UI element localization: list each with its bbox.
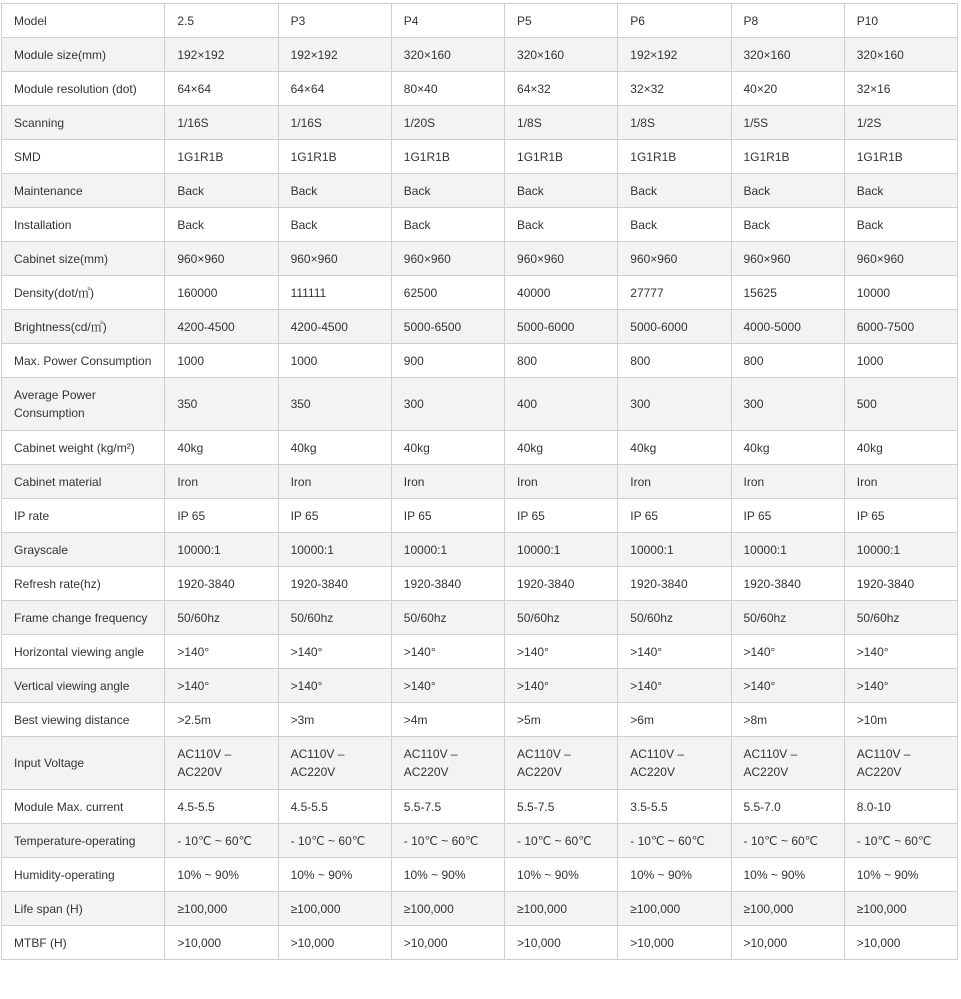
value-cell: 1G1R1B: [844, 140, 957, 174]
row-label-cell: Frame change frequency: [2, 601, 165, 635]
value-cell: 4200-4500: [165, 310, 278, 344]
value-cell: >140°: [391, 669, 504, 703]
value-cell: 5.5-7.5: [505, 790, 618, 824]
value-cell: AC110V – AC220V: [844, 737, 957, 790]
row-label-cell: Brightness(cd/㎡): [2, 310, 165, 344]
value-cell: 10000:1: [844, 533, 957, 567]
value-cell: IP 65: [844, 499, 957, 533]
value-cell: AC110V – AC220V: [278, 737, 391, 790]
row-label-cell: Maintenance: [2, 174, 165, 208]
value-cell: 27777: [618, 276, 731, 310]
table-row: [2, 208, 958, 242]
value-cell: 1000: [278, 344, 391, 378]
table-row: [2, 431, 958, 465]
value-cell: 64×64: [165, 72, 278, 106]
table-row: [2, 926, 958, 960]
row-label-cell: Scanning: [2, 106, 165, 140]
value-cell: 10% ~ 90%: [844, 858, 957, 892]
value-cell: 10000:1: [505, 533, 618, 567]
value-cell: AC110V – AC220V: [618, 737, 731, 790]
value-cell: 10% ~ 90%: [731, 858, 844, 892]
value-cell: 5.5-7.0: [731, 790, 844, 824]
value-cell: 1/2S: [844, 106, 957, 140]
value-cell: 40kg: [618, 431, 731, 465]
value-cell: Back: [165, 174, 278, 208]
value-cell: Back: [844, 174, 957, 208]
value-cell: IP 65: [165, 499, 278, 533]
value-cell: 62500: [391, 276, 504, 310]
value-cell: Back: [505, 208, 618, 242]
value-cell: Back: [391, 208, 504, 242]
value-cell: 1/20S: [391, 106, 504, 140]
row-label-cell: Average Power Consumption: [2, 378, 165, 431]
value-cell: 1920-3840: [844, 567, 957, 601]
value-cell: IP 65: [505, 499, 618, 533]
table-row: [2, 242, 958, 276]
value-cell: ≥100,000: [505, 892, 618, 926]
value-cell: >10,000: [165, 926, 278, 960]
value-cell: 4.5-5.5: [278, 790, 391, 824]
value-cell: 1G1R1B: [731, 140, 844, 174]
row-label-cell: Density(dot/㎡): [2, 276, 165, 310]
value-cell: 10% ~ 90%: [391, 858, 504, 892]
value-cell: 960×960: [731, 242, 844, 276]
value-cell: 900: [391, 344, 504, 378]
table-row: [2, 601, 958, 635]
spec-table: [1, 3, 958, 960]
value-cell: 1920-3840: [731, 567, 844, 601]
header-cell: P6: [618, 4, 731, 38]
value-cell: ≥100,000: [391, 892, 504, 926]
value-cell: 320×160: [391, 38, 504, 72]
value-cell: 10000:1: [731, 533, 844, 567]
row-label-cell: Refresh rate(hz): [2, 567, 165, 601]
table-row: [2, 533, 958, 567]
value-cell: 3.5-5.5: [618, 790, 731, 824]
value-cell: >140°: [618, 669, 731, 703]
table-row: [2, 174, 958, 208]
value-cell: Iron: [618, 465, 731, 499]
value-cell: - 10℃ ~ 60℃: [278, 824, 391, 858]
row-label-cell: Input Voltage: [2, 737, 165, 790]
value-cell: Iron: [844, 465, 957, 499]
value-cell: Back: [618, 174, 731, 208]
header-cell: Model: [2, 4, 165, 38]
value-cell: 960×960: [618, 242, 731, 276]
value-cell: 1920-3840: [505, 567, 618, 601]
table-row: [2, 140, 958, 174]
value-cell: 1920-3840: [618, 567, 731, 601]
value-cell: >140°: [165, 635, 278, 669]
value-cell: IP 65: [391, 499, 504, 533]
value-cell: 800: [731, 344, 844, 378]
value-cell: Back: [278, 208, 391, 242]
row-label-cell: Life span (H): [2, 892, 165, 926]
value-cell: 1/16S: [278, 106, 391, 140]
value-cell: 5000-6500: [391, 310, 504, 344]
value-cell: IP 65: [731, 499, 844, 533]
value-cell: AC110V – AC220V: [165, 737, 278, 790]
value-cell: Iron: [391, 465, 504, 499]
value-cell: ≥100,000: [278, 892, 391, 926]
value-cell: 960×960: [505, 242, 618, 276]
value-cell: 192×192: [618, 38, 731, 72]
value-cell: 40kg: [278, 431, 391, 465]
value-cell: >140°: [391, 635, 504, 669]
value-cell: 4.5-5.5: [165, 790, 278, 824]
value-cell: 10000:1: [278, 533, 391, 567]
table-header-row: [2, 4, 958, 38]
value-cell: 40×20: [731, 72, 844, 106]
value-cell: 1920-3840: [278, 567, 391, 601]
row-label-cell: Max. Power Consumption: [2, 344, 165, 378]
value-cell: AC110V – AC220V: [391, 737, 504, 790]
value-cell: >10,000: [731, 926, 844, 960]
value-cell: 960×960: [844, 242, 957, 276]
value-cell: >10,000: [278, 926, 391, 960]
value-cell: Back: [844, 208, 957, 242]
value-cell: 10% ~ 90%: [618, 858, 731, 892]
row-label-cell: Horizontal viewing angle: [2, 635, 165, 669]
value-cell: Back: [731, 208, 844, 242]
value-cell: >10,000: [505, 926, 618, 960]
table-row: [2, 276, 958, 310]
value-cell: - 10℃ ~ 60℃: [618, 824, 731, 858]
table-row: [2, 824, 958, 858]
value-cell: 1/8S: [505, 106, 618, 140]
row-label-cell: Grayscale: [2, 533, 165, 567]
value-cell: >8m: [731, 703, 844, 737]
value-cell: 6000-7500: [844, 310, 957, 344]
value-cell: 32×16: [844, 72, 957, 106]
value-cell: >140°: [731, 635, 844, 669]
table-row: [2, 669, 958, 703]
value-cell: 960×960: [165, 242, 278, 276]
spec-table-body: [2, 4, 958, 960]
value-cell: 1G1R1B: [618, 140, 731, 174]
row-label-cell: Cabinet weight (kg/m²): [2, 431, 165, 465]
value-cell: 300: [391, 378, 504, 431]
value-cell: 10000:1: [618, 533, 731, 567]
row-label-cell: Vertical viewing angle: [2, 669, 165, 703]
value-cell: 5000-6000: [505, 310, 618, 344]
value-cell: 32×32: [618, 72, 731, 106]
value-cell: - 10℃ ~ 60℃: [844, 824, 957, 858]
value-cell: Back: [505, 174, 618, 208]
table-row: [2, 38, 958, 72]
value-cell: 40kg: [731, 431, 844, 465]
value-cell: ≥100,000: [731, 892, 844, 926]
value-cell: 80×40: [391, 72, 504, 106]
value-cell: >140°: [844, 669, 957, 703]
value-cell: >4m: [391, 703, 504, 737]
value-cell: >10,000: [844, 926, 957, 960]
row-label-cell: Humidity-operating: [2, 858, 165, 892]
table-row: [2, 344, 958, 378]
value-cell: 50/60hz: [165, 601, 278, 635]
value-cell: 800: [618, 344, 731, 378]
value-cell: 192×192: [278, 38, 391, 72]
value-cell: Iron: [505, 465, 618, 499]
value-cell: 40kg: [165, 431, 278, 465]
value-cell: 300: [618, 378, 731, 431]
value-cell: 960×960: [278, 242, 391, 276]
row-label-cell: Cabinet material: [2, 465, 165, 499]
value-cell: AC110V – AC220V: [731, 737, 844, 790]
table-row: [2, 310, 958, 344]
value-cell: 10000: [844, 276, 957, 310]
value-cell: Back: [618, 208, 731, 242]
value-cell: AC110V – AC220V: [505, 737, 618, 790]
value-cell: 40000: [505, 276, 618, 310]
value-cell: 1000: [844, 344, 957, 378]
header-cell: P3: [278, 4, 391, 38]
value-cell: 8.0-10: [844, 790, 957, 824]
header-cell: P5: [505, 4, 618, 38]
row-label-cell: SMD: [2, 140, 165, 174]
table-row: [2, 72, 958, 106]
value-cell: Back: [391, 174, 504, 208]
row-label-cell: Installation: [2, 208, 165, 242]
value-cell: 160000: [165, 276, 278, 310]
value-cell: >140°: [165, 669, 278, 703]
value-cell: >10,000: [391, 926, 504, 960]
value-cell: >6m: [618, 703, 731, 737]
table-row: [2, 858, 958, 892]
value-cell: ≥100,000: [618, 892, 731, 926]
header-cell: P10: [844, 4, 957, 38]
value-cell: 50/60hz: [505, 601, 618, 635]
value-cell: 192×192: [165, 38, 278, 72]
value-cell: Iron: [731, 465, 844, 499]
value-cell: Back: [165, 208, 278, 242]
value-cell: 1/16S: [165, 106, 278, 140]
value-cell: >3m: [278, 703, 391, 737]
value-cell: >140°: [505, 669, 618, 703]
row-label-cell: Module resolution (dot): [2, 72, 165, 106]
value-cell: >140°: [505, 635, 618, 669]
value-cell: >140°: [278, 635, 391, 669]
value-cell: 40kg: [505, 431, 618, 465]
value-cell: 1/5S: [731, 106, 844, 140]
header-cell: P4: [391, 4, 504, 38]
value-cell: 1920-3840: [391, 567, 504, 601]
value-cell: IP 65: [278, 499, 391, 533]
table-row: [2, 378, 958, 431]
value-cell: 10% ~ 90%: [165, 858, 278, 892]
value-cell: >2.5m: [165, 703, 278, 737]
row-label-cell: IP rate: [2, 499, 165, 533]
value-cell: 400: [505, 378, 618, 431]
value-cell: Iron: [278, 465, 391, 499]
value-cell: 50/60hz: [391, 601, 504, 635]
value-cell: - 10℃ ~ 60℃: [731, 824, 844, 858]
table-row: [2, 465, 958, 499]
value-cell: ≥100,000: [844, 892, 957, 926]
value-cell: 50/60hz: [731, 601, 844, 635]
value-cell: 64×32: [505, 72, 618, 106]
row-label-cell: Module size(mm): [2, 38, 165, 72]
value-cell: 4200-4500: [278, 310, 391, 344]
value-cell: 1/8S: [618, 106, 731, 140]
value-cell: 10% ~ 90%: [278, 858, 391, 892]
header-cell: P8: [731, 4, 844, 38]
value-cell: 320×160: [731, 38, 844, 72]
row-label-cell: Module Max. current: [2, 790, 165, 824]
value-cell: 111111: [278, 276, 391, 310]
value-cell: Back: [731, 174, 844, 208]
value-cell: 960×960: [391, 242, 504, 276]
value-cell: 4000-5000: [731, 310, 844, 344]
value-cell: 50/60hz: [618, 601, 731, 635]
value-cell: 1920-3840: [165, 567, 278, 601]
table-row: [2, 790, 958, 824]
value-cell: 1000: [165, 344, 278, 378]
table-row: [2, 635, 958, 669]
value-cell: 1G1R1B: [505, 140, 618, 174]
value-cell: - 10℃ ~ 60℃: [505, 824, 618, 858]
value-cell: 64×64: [278, 72, 391, 106]
value-cell: 1G1R1B: [278, 140, 391, 174]
value-cell: 15625: [731, 276, 844, 310]
value-cell: 320×160: [844, 38, 957, 72]
value-cell: Back: [278, 174, 391, 208]
row-label-cell: Best viewing distance: [2, 703, 165, 737]
value-cell: 50/60hz: [844, 601, 957, 635]
value-cell: 320×160: [505, 38, 618, 72]
value-cell: >5m: [505, 703, 618, 737]
value-cell: 40kg: [844, 431, 957, 465]
value-cell: 500: [844, 378, 957, 431]
table-row: [2, 892, 958, 926]
value-cell: 10% ~ 90%: [505, 858, 618, 892]
value-cell: 10000:1: [391, 533, 504, 567]
value-cell: 50/60hz: [278, 601, 391, 635]
value-cell: 5000-6000: [618, 310, 731, 344]
value-cell: 1G1R1B: [165, 140, 278, 174]
value-cell: - 10℃ ~ 60℃: [165, 824, 278, 858]
value-cell: 10000:1: [165, 533, 278, 567]
value-cell: 40kg: [391, 431, 504, 465]
value-cell: >140°: [278, 669, 391, 703]
value-cell: 350: [165, 378, 278, 431]
header-cell: 2.5: [165, 4, 278, 38]
value-cell: >140°: [618, 635, 731, 669]
table-row: [2, 499, 958, 533]
value-cell: >10,000: [618, 926, 731, 960]
value-cell: >140°: [731, 669, 844, 703]
row-label-cell: MTBF (H): [2, 926, 165, 960]
value-cell: ≥100,000: [165, 892, 278, 926]
value-cell: 5.5-7.5: [391, 790, 504, 824]
value-cell: 800: [505, 344, 618, 378]
table-row: [2, 737, 958, 790]
table-row: [2, 106, 958, 140]
value-cell: >140°: [844, 635, 957, 669]
value-cell: >10m: [844, 703, 957, 737]
value-cell: IP 65: [618, 499, 731, 533]
table-row: [2, 567, 958, 601]
row-label-cell: Cabinet size(mm): [2, 242, 165, 276]
row-label-cell: Temperature-operating: [2, 824, 165, 858]
value-cell: - 10℃ ~ 60℃: [391, 824, 504, 858]
table-row: [2, 703, 958, 737]
value-cell: Iron: [165, 465, 278, 499]
value-cell: 1G1R1B: [391, 140, 504, 174]
value-cell: 350: [278, 378, 391, 431]
value-cell: 300: [731, 378, 844, 431]
